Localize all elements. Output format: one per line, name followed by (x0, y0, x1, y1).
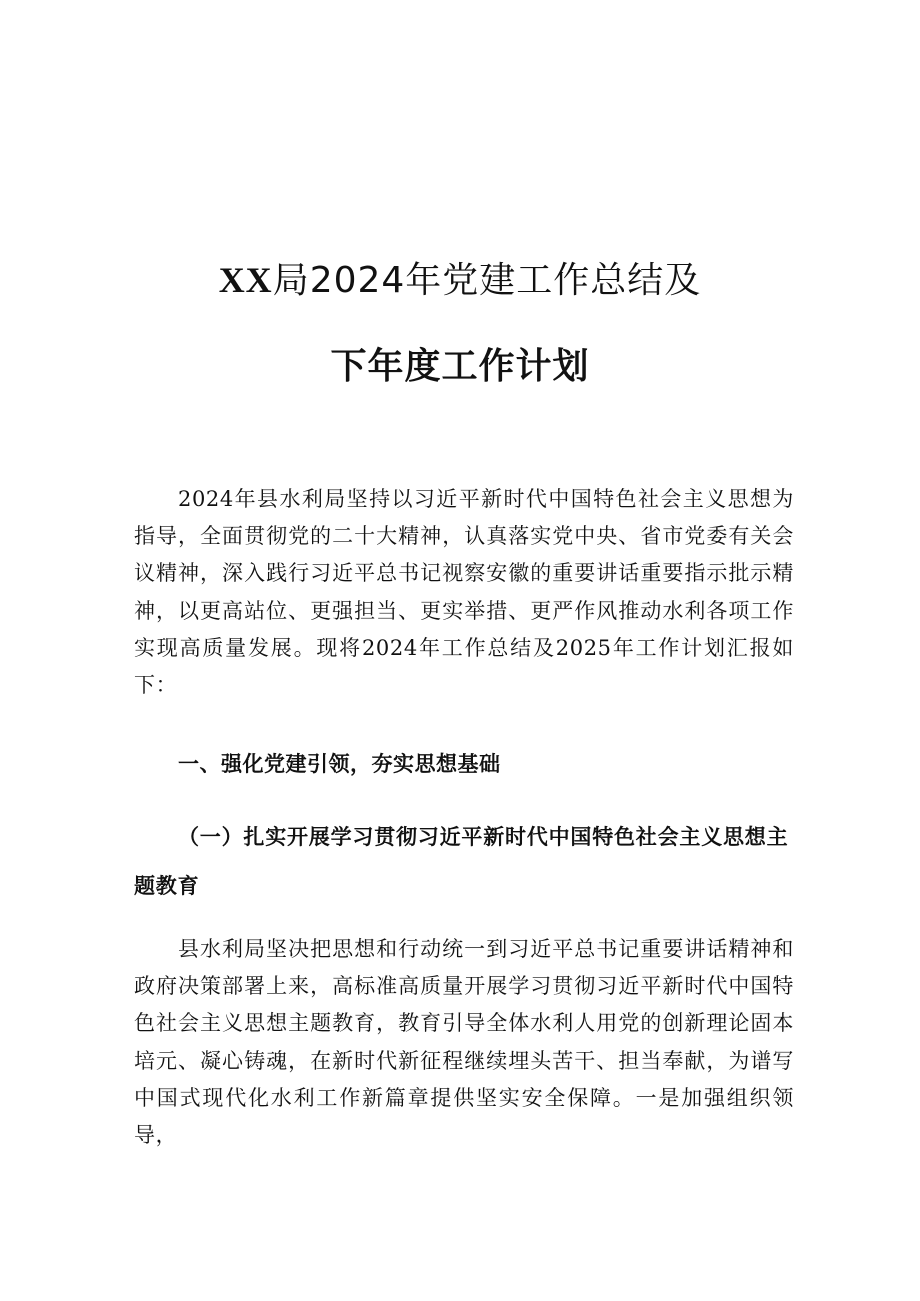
intro-paragraph: 2024年县水利局坚持以习近平新时代中国特色社会主义思想为指导，全面贯彻党的二十大精神，认真落实党中央、省市党委有关会议精神，深入践行习近平总书记视察安徽的重要讲话重要指示批示精神，以更高站位、更强担当、更实举措、更严作风推动水利各项工作实现高质量发展。现将2024年工作总结及2025年工作计划汇报如下： (134, 487, 794, 698)
document-title-line-1 (0, 252, 920, 303)
document-title-line-2: 下年度工作计划 (330, 346, 590, 387)
title-rest: 局2024年党建工作总结及 (272, 260, 702, 301)
subsection-heading: （一）扎实开展学习贯彻习近平新时代中国特色社会主义思想主题教育 (134, 824, 789, 898)
body-paragraph: 县水利局坚决把思想和行动统一到习近平总书记重要讲话精神和政府决策部署上来，高标准高质量开展学习贯彻习近平新时代中国特色社会主义思想主题教育，教育引导全体水利人用党的创新理论固本培元、凝心铸魂，在新时代新征程继续埋头苦干、担当奉献，为谱写中国式现代化水利工作新篇章提供坚实安全保障。一是加强组织领导， (134, 937, 794, 1148)
title-prefix: XX (218, 260, 273, 300)
section-heading: 一、强化党建引领，夯实思想基础 (178, 752, 501, 776)
